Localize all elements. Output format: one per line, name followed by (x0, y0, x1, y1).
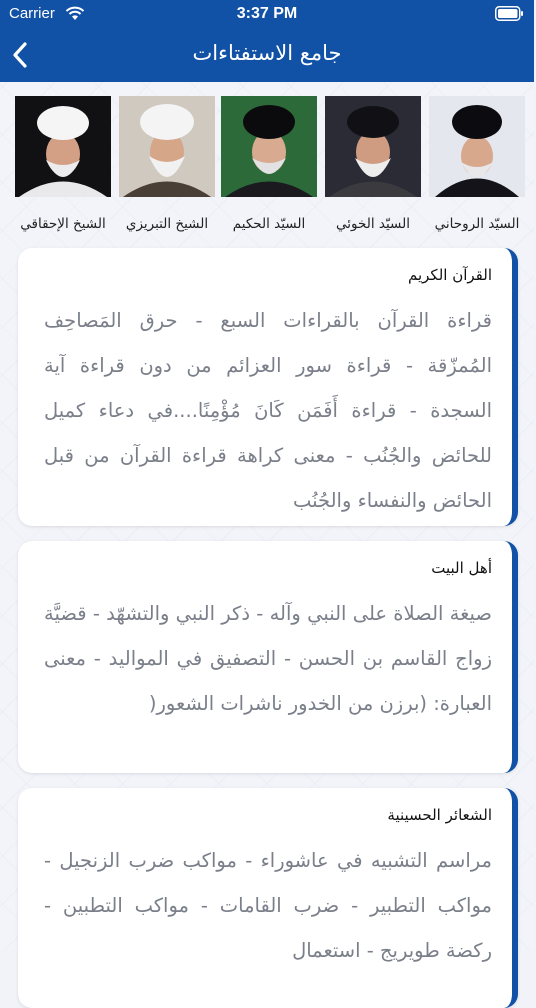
scholar-portrait (221, 96, 317, 197)
scholar-name: السيّد الخوئي (336, 216, 410, 232)
carrier-label: Carrier (9, 5, 55, 22)
scholar-portrait (15, 96, 111, 197)
back-button[interactable] (4, 34, 40, 74)
scholar-name: السيّد الروحاني (434, 216, 520, 232)
scholar-item-ehqaqi[interactable] (10, 94, 116, 234)
category-card-ahl-al-bayt[interactable] (18, 541, 518, 773)
chevron-left-icon (12, 42, 28, 68)
category-card-husseini-rites[interactable] (18, 788, 518, 1008)
scholar-name: الشيخ التبريزي (125, 216, 209, 232)
card-title: أهل البيت (431, 559, 492, 577)
scholar-name: الشيخ الإحقاقي (20, 216, 106, 232)
status-time: 3:37 PM (236, 5, 298, 22)
page-title: جامع الاستفتاءات (192, 41, 342, 65)
status-bar (0, 0, 534, 28)
scholar-item-hakim[interactable] (216, 94, 322, 234)
scholars-carousel (0, 94, 534, 244)
category-card-quran[interactable] (18, 248, 518, 526)
battery-icon (495, 6, 524, 21)
card-description: قراءة القرآن بالقراءات السبع - حرق المَصاحِف المُمزّقة - قراءة سور العزائم من دون قراءة آية السجدة - قراءة أَفَمَن كَانَ مُؤْمِنًا....في دعاء كميل للحائض والجُنُب - معنى كراهة قراءة القرآن من قبل الحائض والنفساء والجُنُب (44, 309, 492, 512)
scholar-item-khoei[interactable] (320, 94, 426, 234)
navigation-bar (0, 28, 534, 82)
scholar-name: السيّد الحكيم (232, 216, 306, 232)
scholar-item-rouhani[interactable] (424, 94, 530, 234)
scholar-portrait (325, 96, 421, 197)
card-title: القرآن الكريم (407, 266, 492, 284)
scholar-portrait (429, 96, 525, 197)
card-title: الشعائر الحسينية (387, 806, 492, 824)
scholar-item-tabrizi[interactable] (114, 94, 220, 234)
card-description: مراسم التشبيه في عاشوراء - مواكب ضرب الزنجيل - مواكب التطبير - ضرب القامات - مواكب التطبين - ركضة طويريج - استعمال (44, 849, 492, 962)
card-description: صيغة الصلاة على النبي وآله - ذكر النبي والتشهّد - قضيَّة زواج القاسم بن الحسن - التصفيق في المواليد - معنى العبارة: (برزن من الخدور ناشرات الشعور( (44, 602, 492, 715)
content-area (0, 82, 534, 962)
scholar-portrait (119, 96, 215, 197)
